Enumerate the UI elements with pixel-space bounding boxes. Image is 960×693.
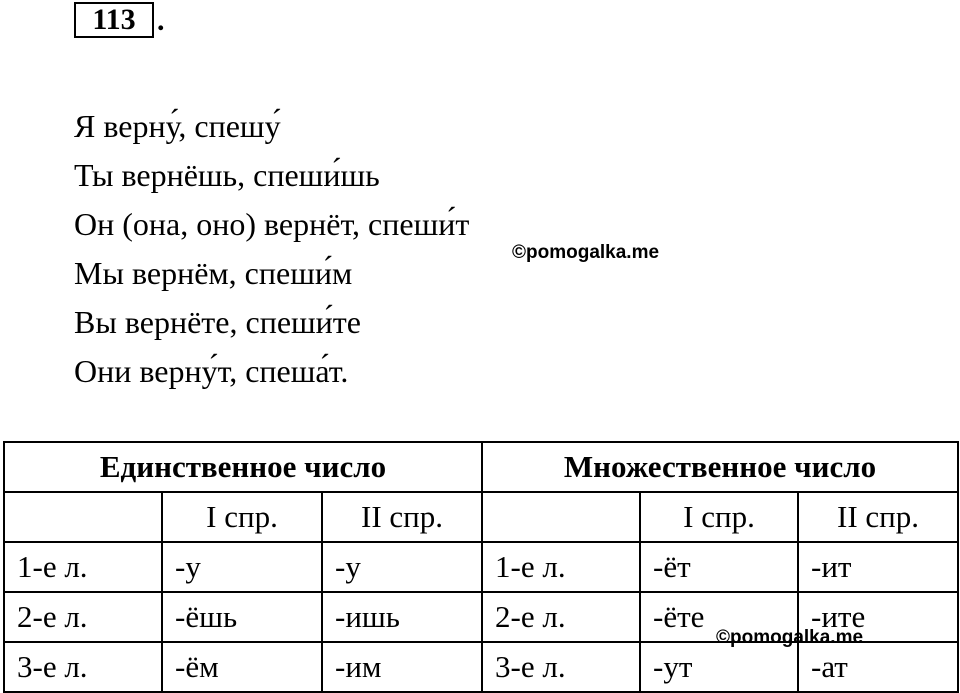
line-oni: Они верну́т, спеша́т. (74, 353, 349, 389)
exercise-number: 113 (74, 2, 154, 38)
line-on: Он (она, оно) вернёт, спеши́т (74, 206, 470, 242)
cell-pl-person: 2-е л. (482, 592, 640, 642)
line-ty: Ты вернёшь, спеши́шь (74, 157, 380, 193)
cell-sg-person: 2-е л. (4, 592, 162, 642)
header-plural: Множественное число (482, 442, 958, 492)
cell-sg-i: -ёшь (162, 592, 322, 642)
cell-pl-ii: -ите (798, 592, 958, 642)
endings-table (3, 441, 959, 693)
cell-pl-ii: -ат (798, 642, 958, 692)
exercise-number-dot: . (157, 4, 165, 37)
cell-sg-i: -ём (162, 642, 322, 692)
cell-pl-person: 3-е л. (482, 642, 640, 692)
cell-sg-ii: -у (322, 542, 482, 592)
cell-sg-person: 1-е л. (4, 542, 162, 592)
subheader-empty-pl (482, 492, 640, 542)
cell-sg-person: 3-е л. (4, 642, 162, 692)
subheader-pl-first: I спр. (640, 492, 798, 542)
cell-pl-ii: -ит (798, 542, 958, 592)
subheader-empty-sg (4, 492, 162, 542)
subheader-sg-first: I спр. (162, 492, 322, 542)
line-ya: Я верну́, спешу́ (74, 108, 281, 144)
table-row (4, 542, 958, 592)
cell-pl-person: 1-е л. (482, 542, 640, 592)
subheader-sg-second: II спр. (322, 492, 482, 542)
cell-sg-ii: -им (322, 642, 482, 692)
cell-sg-i: -у (162, 542, 322, 592)
cell-pl-i: -ёте (640, 592, 798, 642)
watermark-table: ©pomogalka.me (716, 627, 864, 648)
cell-pl-i: -ёт (640, 542, 798, 592)
line-my: Мы вернём, спеши́м (74, 255, 353, 291)
line-vy: Вы вернёте, спеши́те (74, 304, 361, 340)
table-subheader-row (4, 492, 958, 542)
header-singular: Единственное число (4, 442, 482, 492)
subheader-pl-second: II спр. (798, 492, 958, 542)
table-header-row (4, 442, 958, 492)
cell-pl-i: -ут (640, 642, 798, 692)
watermark-top: ©pomogalka.me (512, 242, 660, 263)
table-row (4, 642, 958, 692)
conjugation-lines (74, 102, 469, 396)
cell-sg-ii: -ишь (322, 592, 482, 642)
